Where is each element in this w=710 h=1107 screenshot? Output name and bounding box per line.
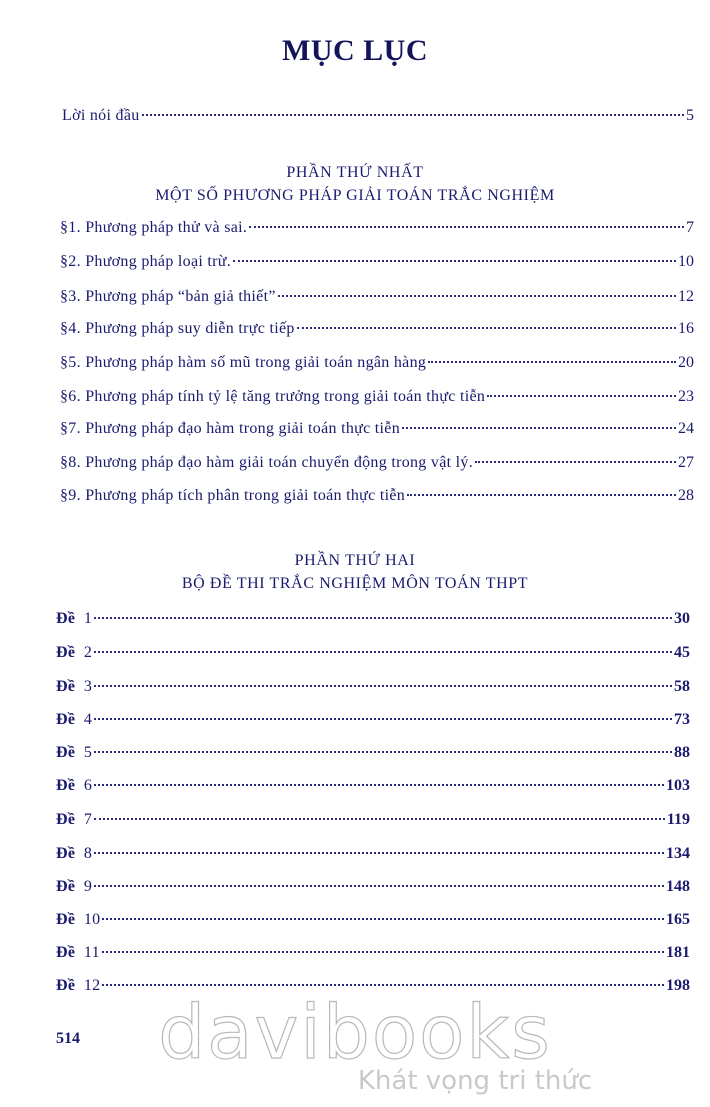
dot-leader [278,295,676,297]
toc-entry-exam [56,710,690,730]
dot-leader [94,852,664,854]
toc-entry-exam [56,776,690,796]
toc-entry [60,453,694,473]
toc-entry-page: 30 [674,610,690,627]
toc-entry-label: §2. Phương pháp loại trừ. [60,253,232,270]
toc-entry-exam [56,677,690,697]
toc-entry-page: 12 [678,288,694,305]
toc-entry-page: 10 [678,253,694,270]
dot-leader [428,361,676,363]
toc-entry-exam [56,877,690,897]
toc-entry-label: Đề 7 [56,811,93,828]
dot-leader [297,327,676,329]
toc-entry-page: 73 [674,711,690,728]
dot-leader [94,885,664,887]
dot-leader [94,751,672,753]
toc-entry-exam [56,643,690,663]
part2-heading: PHẦN THỨ HAI [294,552,416,569]
toc-entry [60,287,694,307]
dot-leader [94,617,672,619]
toc-entry-page: 58 [674,678,690,695]
dot-leader [94,718,672,720]
toc-entry-label: Đề 4 [56,711,93,728]
dot-leader [475,461,676,463]
toc-entry-preface [62,106,694,126]
toc-entry-label: Đề 5 [56,744,93,761]
toc-entry-label: Đề 6 [56,777,93,794]
dot-leader [407,494,676,496]
toc-entry-label: Đề 3 [56,678,93,695]
toc-entry-page: 7 [686,219,694,236]
dot-leader [487,395,676,397]
dot-leader [102,984,664,986]
page-title: MỤC LỤC [282,34,428,67]
toc-entry-page: 24 [678,420,694,437]
toc-entry-label: Đề 11 [56,944,100,961]
watermark-tagline: Khát vọng tri thức [357,1066,593,1096]
dot-leader [102,918,664,920]
toc-entry-label: Đề 1 [56,610,93,627]
toc-entry-label: Đề 9 [56,878,93,895]
toc-entry-exam [56,609,690,629]
toc-entry [60,387,694,407]
toc-entry-exam [56,810,690,830]
dot-leader [233,260,676,262]
toc-entry-label: Đề 10 [56,911,101,928]
toc-entry-page: 181 [666,944,690,961]
toc-entry-page: 23 [678,388,694,405]
toc-entry-page: 88 [674,744,690,761]
watermark-brand: davibooks [158,990,552,1076]
toc-entry-label: Lời nói đầu [62,107,140,124]
toc-entry [60,319,694,339]
toc-entry [60,353,694,373]
toc-entry-page: 165 [666,911,690,928]
part1-subheading: MỘT SỐ PHƯƠNG PHÁP GIẢI TOÁN TRẮC NGHIỆM [155,187,555,204]
toc-entry-page: 5 [686,107,694,124]
toc-entry-page: 148 [666,878,690,895]
toc-entry-label: §8. Phương pháp đạo hàm giải toán chuyển động trong vật lý. [60,454,473,471]
toc-entry-label: §5. Phương pháp hàm số mũ trong giải toán ngân hàng [60,354,427,371]
dot-leader [94,651,672,653]
toc-entry-page: 119 [666,811,690,828]
toc-entry-exam [56,743,690,763]
toc-entry-page: 28 [678,487,694,504]
toc-entry-page: 27 [678,454,694,471]
dot-leader [94,784,664,786]
toc-entry-label: §9. Phương pháp tích phân trong giải toán thực tiễn [60,487,406,504]
part2-subheading: BỘ ĐỀ THI TRẮC NGHIỆM MÔN TOÁN THPT [181,575,529,592]
toc-entry-label: §1. Phương pháp thử và sai. [60,219,248,236]
dot-leader [94,818,665,820]
dot-leader [94,685,672,687]
toc-entry-page: 16 [678,320,694,337]
toc-entry-exam [56,943,690,963]
toc-entry [60,486,694,506]
toc-entry-page: 45 [674,644,690,661]
toc-entry-label: §7. Phương pháp đạo hàm trong giải toán thực tiễn [60,420,401,437]
toc-entry-label: §4. Phương pháp suy diễn trực tiếp [60,320,295,337]
dot-leader [142,114,684,116]
toc-entry [60,419,694,439]
dot-leader [402,427,676,429]
toc-entry-page: 134 [666,845,690,862]
toc-entry-label: §6. Phương pháp tính tỷ lệ tăng trưởng trong giải toán thực tiễn [60,388,486,405]
part1-heading: PHẦN THỨ NHẤT [286,164,424,181]
toc-entry [60,218,694,238]
toc-entry-exam [56,844,690,864]
toc-entry [60,252,694,272]
toc-entry-page: 198 [666,977,690,994]
dot-leader [102,951,664,953]
page-number: 514 [56,1030,80,1047]
toc-entry-label: Đề 8 [56,845,93,862]
dot-leader [249,226,684,228]
toc-entry-page: 103 [666,777,690,794]
toc-entry-page: 20 [678,354,694,371]
toc-entry-exam [56,910,690,930]
toc-entry-label: Đề 2 [56,644,93,661]
toc-entry-label: Đề 12 [56,977,101,994]
toc-entry-label: §3. Phương pháp “bản giả thiết” [60,288,276,305]
